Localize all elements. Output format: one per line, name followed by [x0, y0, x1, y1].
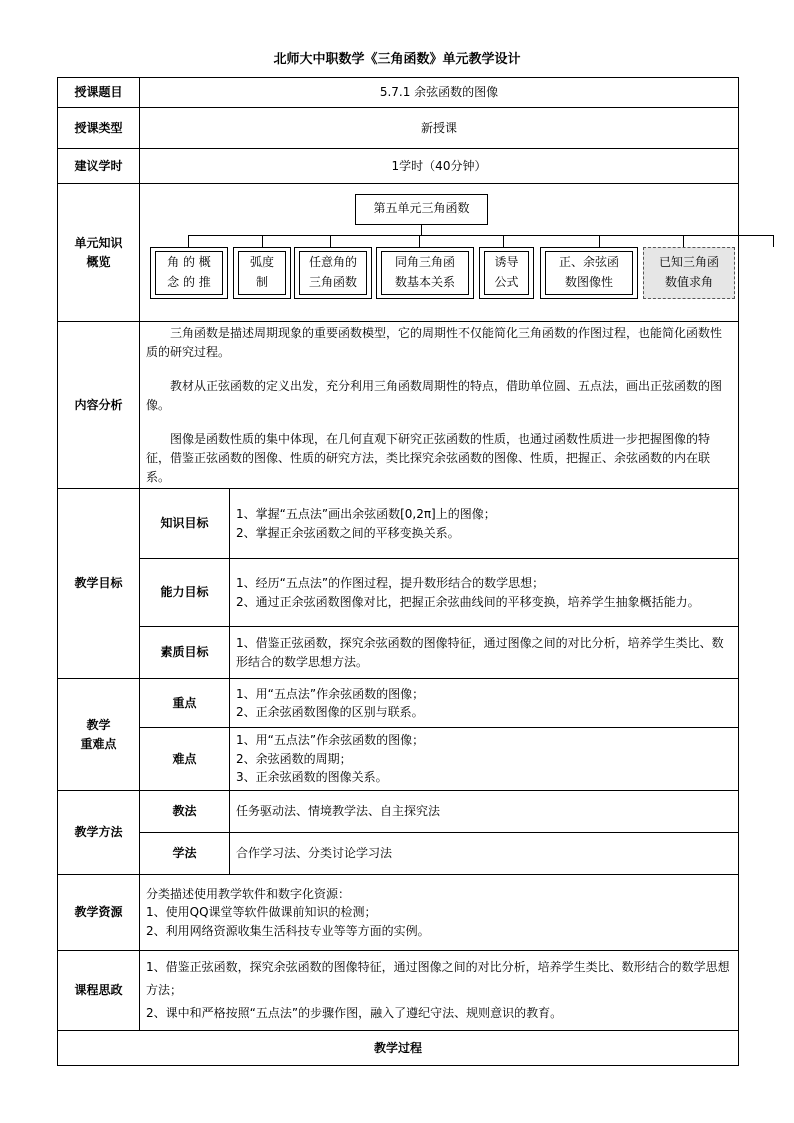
goal-quality-text: 1、借鉴正弦函数，探究余弦函数的图像特征，通过图像之间的对比分析，培养学生类比、数形结合的数学思想方法。 — [230, 627, 739, 679]
ideology-text: 1、借鉴正弦函数，探究余弦函数的图像特征，通过图像之间的对比分析，培养学生类比、数形结合的数学思想方法； 2、课中和严格按照“五点法”的步骤作图，融入了遵纪守法、规则意识的教育。 — [140, 951, 739, 1031]
row-goal-ability — [58, 559, 739, 627]
diagram-root-node: 第五单元三角函数 — [355, 194, 488, 225]
diagram-connector — [599, 235, 600, 247]
keypoints-label: 教学 重难点 — [58, 679, 140, 791]
row-resources — [58, 875, 739, 951]
methods-label: 教学方法 — [58, 791, 140, 875]
row-keypoint — [58, 679, 739, 728]
content-analysis-text — [140, 322, 739, 489]
process-heading: 教学过程 — [58, 1031, 739, 1066]
keypoint-sub-label: 重点 — [140, 679, 230, 728]
difficulty-text: 1、用“五点法”作余弦函数的图像； 2、余弦函数的周期； 3、正余弦函数的图像关系。 — [230, 728, 739, 791]
overview-label — [58, 184, 140, 322]
diagram-connector — [683, 235, 684, 247]
resources-text: 分类描述使用教学软件和数字化资源： 1、使用QQ课堂等软件做课前知识的检测； 2、利用网络资源收集生活科技专业等等方面的实例。 — [140, 875, 739, 951]
method-teach-text: 任务驱动法、情境教学法、自主探究法 — [230, 791, 739, 833]
row-content-analysis — [58, 322, 739, 489]
topic-value: 5.7.1 余弦函数的图像 — [140, 78, 739, 108]
diagram-node-find-angle: 已知三角函 数值求角 — [643, 247, 735, 299]
diagram-connector — [188, 235, 189, 247]
row-topic — [58, 78, 739, 108]
diagram-connector — [330, 235, 331, 247]
row-type — [58, 108, 739, 149]
topic-label: 授课题目 — [58, 78, 140, 108]
method-learn-text: 合作学习法、分类讨论学习法 — [230, 833, 739, 875]
lesson-plan-table — [57, 77, 739, 1066]
row-goal-quality — [58, 627, 739, 679]
row-process — [58, 1031, 739, 1066]
goals-label: 教学目标 — [58, 489, 140, 679]
resources-label: 教学资源 — [58, 875, 140, 951]
row-ideology — [58, 951, 739, 1031]
type-value: 新授课 — [140, 108, 739, 149]
row-overview — [58, 184, 739, 322]
row-method-teach — [58, 791, 739, 833]
diagram-node-sin-cos-graphs: 正、余弦函 数图像性 — [545, 251, 633, 295]
method-sub-label: 学法 — [140, 833, 230, 875]
diagram-node-same-angle-relations: 同角三角函 数基本关系 — [381, 251, 469, 295]
diagram-connector — [421, 225, 422, 235]
diagram-connector — [188, 235, 773, 236]
knowledge-diagram — [140, 189, 738, 317]
method-sub-label: 教法 — [140, 791, 230, 833]
diagram-node-radian: 弧度 制 — [238, 251, 286, 295]
type-label: 授课类型 — [58, 108, 140, 149]
goal-ability-text: 1、经历“五点法”的作图过程，提升数形结合的数学思想； 2、通过正余弦函数图像对比，把握正余弦曲线间的平移变换，培养学生抽象概括能力。 — [230, 559, 739, 627]
row-difficulty — [58, 728, 739, 791]
diagram-node-angle-concept: 角 的 概 念 的 推 — [155, 251, 223, 295]
analysis-paragraph: 图像是函数性质的集中体现，在几何直观下研究正弦函数的性质，也通过函数性质进一步把握图像的特征，借鉴正弦函数的图像、性质的研究方法，类比探究余弦函数的图像、性质，把握正、余弦函数的内在联系。 — [146, 432, 711, 484]
goal-sub-label: 能力目标 — [140, 559, 230, 627]
goal-sub-label: 素质目标 — [140, 627, 230, 679]
row-goal-knowledge — [58, 489, 739, 559]
row-method-learn — [58, 833, 739, 875]
difficulty-sub-label: 难点 — [140, 728, 230, 791]
hours-label: 建议学时 — [58, 149, 140, 184]
overview-label-line1: 单元知识 — [74, 235, 123, 250]
goal-sub-label: 知识目标 — [140, 489, 230, 559]
overview-diagram-cell — [140, 184, 739, 322]
ideology-label: 课程思政 — [58, 951, 140, 1031]
analysis-paragraph: 教材从正弦函数的定义出发，充分利用三角函数周期性的特点，借助单位圆、五点法，画出正弦函数的图像。 — [146, 379, 723, 412]
diagram-connector — [503, 235, 504, 247]
keypoint-text: 1、用“五点法”作余弦函数的图像； 2、正余弦函数图像的区别与联系。 — [230, 679, 739, 728]
document-title: 北师大中职数学《三角函数》单元教学设计 — [273, 52, 521, 67]
overview-label-line2: 概览 — [86, 254, 111, 269]
diagram-connector — [773, 235, 774, 247]
row-hours — [58, 149, 739, 184]
goal-knowledge-text: 1、掌握“五点法”画出余弦函数[0,2π]上的图像； 2、掌握正余弦函数之间的平移变换关系。 — [230, 489, 739, 559]
diagram-connector — [419, 235, 420, 247]
diagram-node-trig-functions: 任意角的 三角函数 — [299, 251, 367, 295]
diagram-node-induction-formula: 诱导 公式 — [484, 251, 529, 295]
hours-value: 1学时（40分钟） — [140, 149, 739, 184]
diagram-connector — [262, 235, 263, 247]
content-analysis-label: 内容分析 — [58, 322, 140, 489]
analysis-paragraph: 三角函数是描述周期现象的重要函数模型，它的周期性不仅能简化三角函数的作图过程，也能简化函数性质的研究过程。 — [146, 326, 723, 359]
